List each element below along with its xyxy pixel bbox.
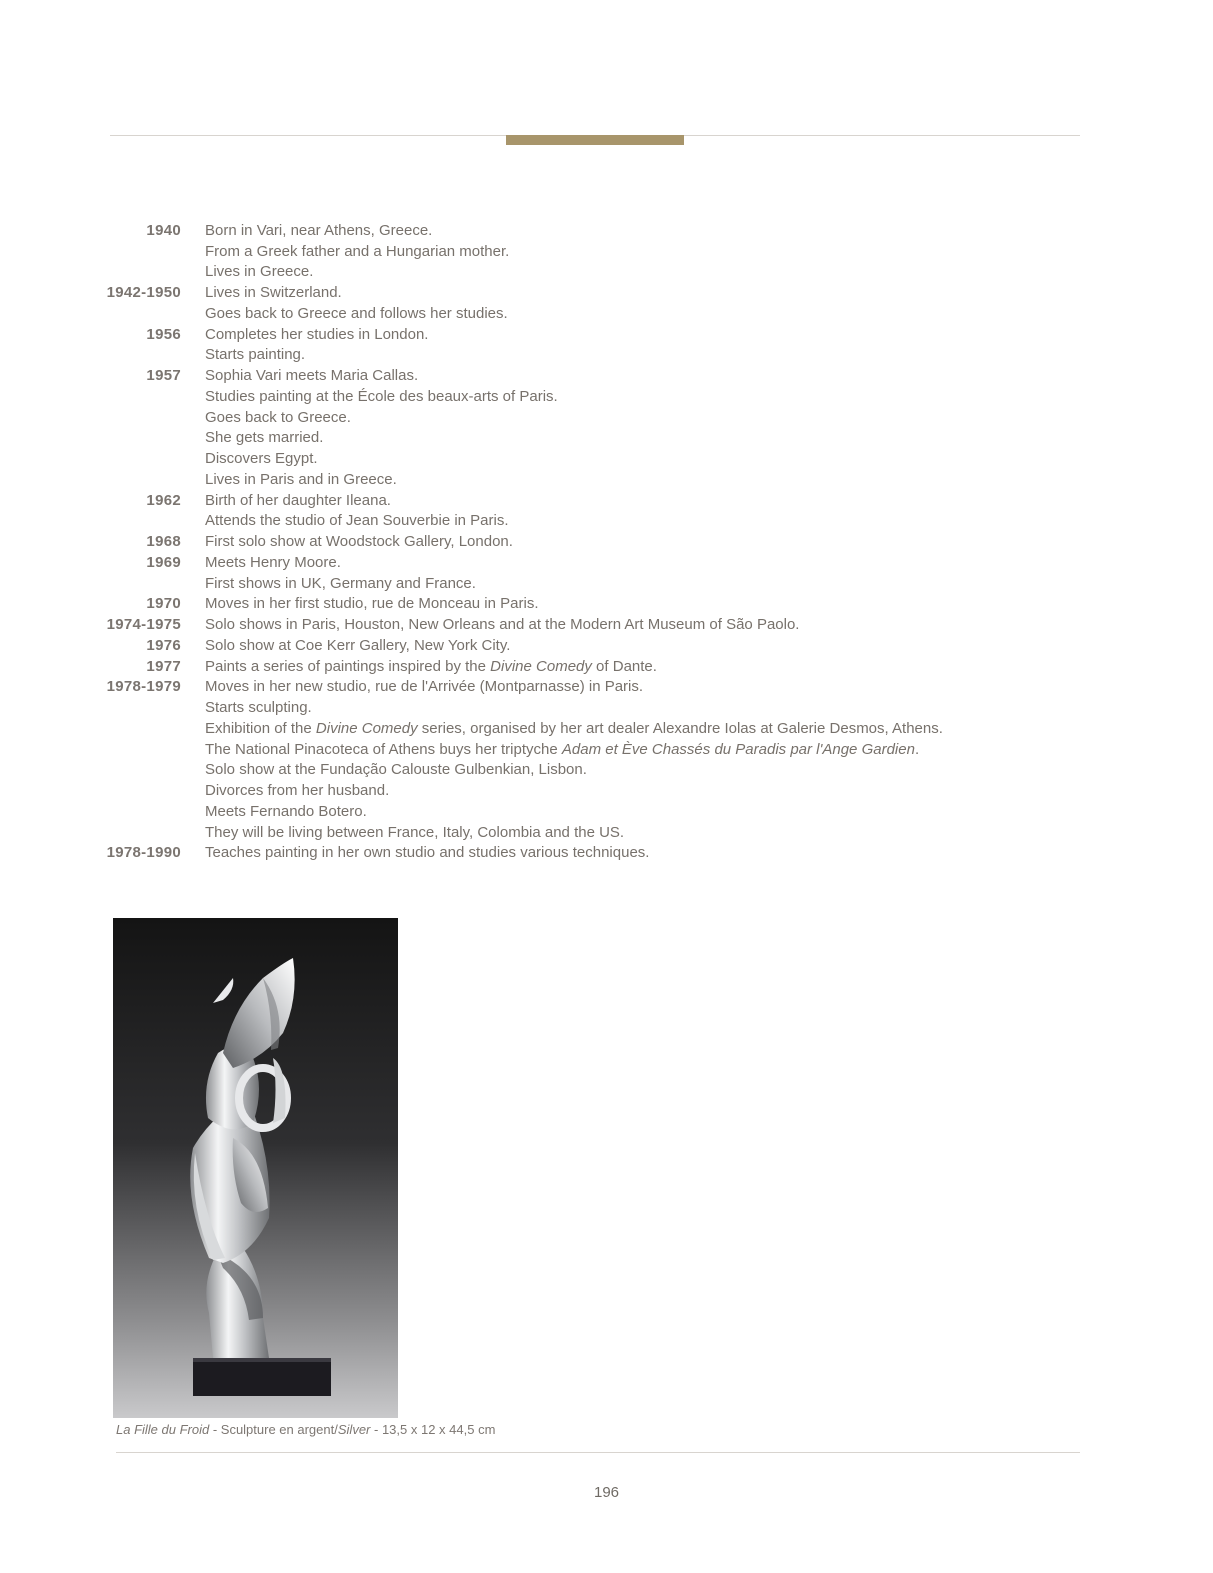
timeline-text — [205, 699, 312, 716]
timeline-text-segment: Goes back to Greece and follows her studies. — [205, 304, 508, 322]
timeline-year: 1977 — [146, 657, 181, 675]
timeline-entry — [100, 303, 1080, 324]
timeline-text — [205, 388, 558, 405]
timeline-text — [205, 326, 428, 343]
timeline-text-segment: The National Pinacoteca of Athens buys her triptyche — [205, 740, 562, 758]
timeline-text — [205, 471, 397, 488]
timeline-text-segment: Starts sculpting. — [205, 699, 312, 717]
timeline-entry — [100, 386, 1080, 407]
timeline-entry — [100, 552, 1080, 573]
timeline-text — [205, 824, 624, 841]
timeline-entry — [100, 282, 1080, 303]
timeline-text-segment: series, organised by her art dealer Alexandre Iolas at Galerie Desmos, Athens. — [417, 719, 943, 737]
timeline-entry — [100, 345, 1080, 366]
timeline-text — [205, 844, 649, 861]
caption-title: La Fille du Froid — [116, 1422, 210, 1437]
timeline-entry — [100, 220, 1080, 241]
timeline-text — [205, 284, 342, 301]
caption-medium: - Sculpture en argent — [209, 1422, 335, 1437]
timeline-entry — [100, 365, 1080, 386]
timeline-text-segment: From a Greek father and a Hungarian mother. — [205, 242, 510, 260]
timeline-text-segment: Studies painting at the École des beaux-arts of Paris. — [205, 387, 558, 405]
timeline-entry — [100, 490, 1080, 511]
timeline-text — [205, 595, 539, 612]
timeline-text-segment: Born in Vari, near Athens, Greece. — [205, 221, 433, 239]
timeline-entry — [100, 656, 1080, 677]
timeline-entry — [100, 801, 1080, 822]
timeline-entry — [100, 822, 1080, 843]
timeline-text — [205, 450, 318, 467]
timeline-entry — [100, 469, 1080, 490]
timeline-entry — [100, 448, 1080, 469]
timeline-text-segment: Starts painting. — [205, 346, 306, 364]
timeline-year: 1940 — [146, 221, 181, 239]
timeline-text — [205, 222, 432, 239]
timeline-year: 1942-1950 — [106, 284, 181, 302]
timeline-text-segment: Sophia Vari meets Maria Callas. — [205, 367, 419, 385]
timeline-text-segment: Moves in her new studio, rue de l'Arrivée (Montparnasse) in Paris. — [205, 678, 644, 696]
timeline-text — [205, 429, 323, 446]
timeline-text — [205, 367, 418, 384]
timeline-text-segment: Meets Henry Moore. — [205, 553, 341, 571]
timeline-year: 1968 — [146, 533, 181, 551]
timeline-text — [205, 512, 509, 529]
timeline-text — [205, 575, 476, 592]
timeline-year: 1978-1979 — [106, 678, 181, 696]
photo-caption — [116, 1422, 495, 1437]
timeline-title-italic: Divine Comedy — [315, 719, 418, 737]
timeline-entry — [100, 594, 1080, 615]
timeline-entry — [100, 573, 1080, 594]
timeline-text — [205, 533, 513, 550]
timeline-entry — [100, 635, 1080, 656]
timeline-entry — [100, 324, 1080, 345]
timeline-text — [205, 346, 305, 363]
timeline-entry — [100, 241, 1080, 262]
page-number: 196 — [593, 1484, 620, 1501]
timeline-text — [205, 492, 391, 509]
timeline-text — [205, 637, 510, 654]
timeline-text — [205, 554, 341, 571]
timeline-year: 1970 — [146, 595, 181, 613]
timeline-text-segment: Birth of her daughter Ileana. — [205, 491, 391, 509]
timeline-entry — [100, 511, 1080, 532]
accent-bar — [506, 135, 684, 145]
timeline-entry — [100, 697, 1080, 718]
timeline-text — [205, 782, 389, 799]
timeline-text-segment: Solo show at Coe Kerr Gallery, New York City. — [205, 636, 511, 654]
timeline-entry — [100, 760, 1080, 781]
timeline-text-segment: Lives in Paris and in Greece. — [205, 470, 397, 488]
timeline-text-segment: Exhibition of the — [205, 719, 316, 737]
timeline-text — [205, 243, 509, 260]
timeline-title-italic: Divine Comedy — [490, 657, 592, 675]
timeline-year: 1969 — [146, 553, 181, 571]
timeline-text-segment: Teaches painting in her own studio and studies various techniques. — [205, 844, 650, 862]
timeline-text — [205, 678, 643, 695]
timeline-text-segment: Moves in her first studio, rue de Monceau in Paris. — [205, 595, 539, 613]
timeline-year: 1976 — [146, 636, 181, 654]
timeline-text — [205, 720, 943, 737]
timeline-text — [205, 263, 313, 280]
timeline-entry — [100, 780, 1080, 801]
timeline-text-segment: Solo shows in Paris, Houston, New Orleans and at the Modern Art Museum of São Paolo. — [205, 616, 800, 634]
footer-rule — [116, 1452, 1080, 1453]
timeline-text — [205, 658, 657, 675]
timeline-entry — [100, 718, 1080, 739]
biography-timeline — [100, 220, 1080, 863]
timeline-text-segment: Paints a series of paintings inspired by the — [205, 657, 491, 675]
timeline-text-segment: Attends the studio of Jean Souverbie in Paris. — [205, 512, 509, 530]
timeline-entry — [100, 407, 1080, 428]
timeline-text — [205, 761, 587, 778]
timeline-entry — [100, 739, 1080, 760]
timeline-text-segment: Completes her studies in London. — [205, 325, 429, 343]
timeline-year: 1978-1990 — [106, 844, 181, 862]
timeline-text-segment: . — [914, 740, 920, 758]
timeline-text-segment: Discovers Egypt. — [205, 450, 318, 468]
timeline-text-segment: Solo show at the Fundação Calouste Gulbenkian, Lisbon. — [205, 761, 587, 779]
timeline-text — [205, 616, 799, 633]
timeline-text-segment: Lives in Greece. — [205, 263, 314, 281]
timeline-text — [205, 803, 367, 820]
timeline-text-segment: They will be living between France, Italy, Colombia and the US. — [205, 823, 625, 841]
timeline-text-segment: Lives in Switzerland. — [205, 284, 342, 302]
timeline-year: 1956 — [146, 325, 181, 343]
timeline-entry — [100, 262, 1080, 283]
timeline-year: 1962 — [146, 491, 181, 509]
caption-dimensions: - 13,5 x 12 x 44,5 cm — [370, 1422, 496, 1437]
timeline-text-segment: Divorces from her husband. — [205, 782, 390, 800]
caption-material-en: Silver — [337, 1422, 371, 1437]
timeline-text — [205, 305, 508, 322]
timeline-entry — [100, 677, 1080, 698]
timeline-title-italic: Adam et Ève Chassés du Paradis par l'Ange Gardien — [561, 740, 915, 758]
timeline-text-segment: Goes back to Greece. — [205, 408, 351, 426]
timeline-entry — [100, 531, 1080, 552]
timeline-text-segment: of Dante. — [591, 657, 657, 675]
timeline-entry — [100, 428, 1080, 449]
timeline-text-segment: First solo show at Woodstock Gallery, London. — [205, 533, 513, 551]
timeline-year: 1974-1975 — [106, 616, 181, 634]
timeline-text-segment: Meets Fernando Botero. — [205, 802, 367, 820]
timeline-text-segment: First shows in UK, Germany and France. — [205, 574, 476, 592]
caption-slash: / — [334, 1422, 338, 1437]
timeline-text — [205, 409, 351, 426]
timeline-year: 1957 — [146, 367, 181, 385]
timeline-text-segment: She gets married. — [205, 429, 324, 447]
timeline-entry — [100, 614, 1080, 635]
sculpture-photo — [113, 918, 398, 1418]
timeline-text — [205, 741, 919, 758]
timeline-entry — [100, 843, 1080, 864]
